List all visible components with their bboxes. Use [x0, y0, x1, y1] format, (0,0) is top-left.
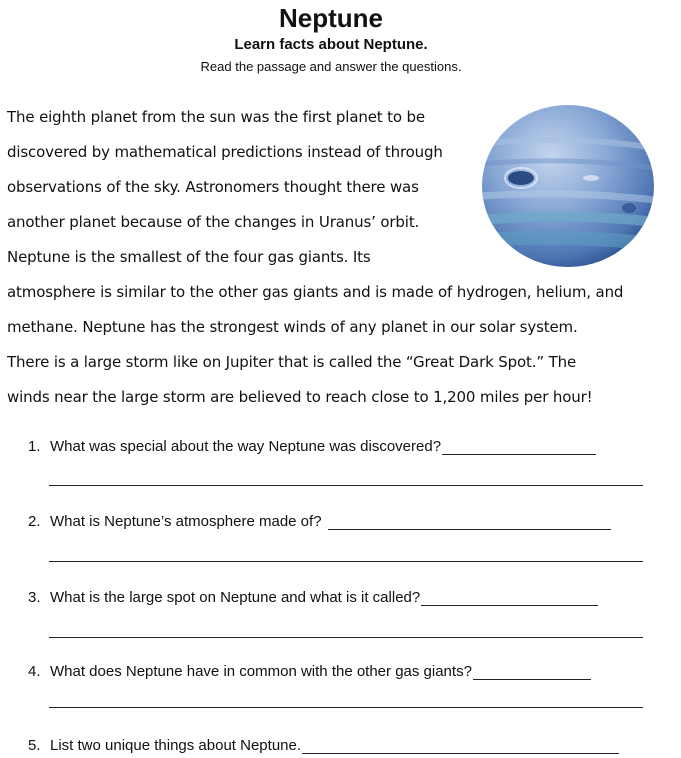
answer-blank[interactable]	[328, 513, 611, 530]
question-number: 4.	[28, 663, 41, 680]
passage-line: winds near the large storm are believed to reach close to 1,200 miles per hour!	[7, 388, 593, 406]
answer-line[interactable]	[49, 707, 643, 708]
question-number: 2.	[28, 513, 41, 530]
passage-line: There is a large storm like on Jupiter that is called the “Great Dark Spot.” The	[7, 353, 577, 371]
answer-blank[interactable]	[421, 589, 598, 606]
answer-blank[interactable]	[442, 438, 596, 455]
neptune-planet-image	[481, 104, 655, 268]
question-3	[28, 589, 598, 606]
passage-line: discovered by mathematical predictions instead of through	[7, 143, 443, 161]
answer-blank[interactable]	[302, 737, 619, 754]
instructions: Read the passage and answer the questions.	[200, 59, 462, 74]
question-text: What does Neptune have in common with the other gas giants?	[50, 663, 472, 680]
question-text: What is Neptune’s atmosphere made of?	[50, 513, 322, 530]
worksheet-title: Neptune	[279, 3, 383, 33]
question-text: What is the large spot on Neptune and what is it called?	[50, 589, 421, 606]
answer-line[interactable]	[49, 485, 643, 486]
question-5	[28, 737, 619, 754]
answer-line[interactable]	[49, 561, 643, 562]
question-2	[28, 513, 611, 530]
passage-line: atmosphere is similar to the other gas giants and is made of hydrogen, helium, and	[7, 283, 624, 301]
passage-line: methane. Neptune has the strongest winds of any planet in our solar system.	[7, 318, 578, 336]
question-number: 1.	[28, 438, 41, 455]
question-number: 5.	[28, 737, 41, 754]
worksheet-subtitle: Learn facts about Neptune.	[234, 36, 428, 53]
passage-line: The eighth planet from the sun was the first planet to be	[7, 108, 425, 126]
question-number: 3.	[28, 589, 41, 606]
question-text: List two unique things about Neptune.	[50, 737, 302, 754]
passage-line: Neptune is the smallest of the four gas giants. Its	[7, 248, 371, 266]
passage-line: another planet because of the changes in Uranus’ orbit.	[7, 213, 420, 231]
answer-blank[interactable]	[473, 663, 591, 680]
question-text: What was special about the way Neptune was discovered?	[50, 438, 442, 455]
question-1	[28, 438, 596, 455]
question-4	[28, 663, 591, 680]
passage-line: observations of the sky. Astronomers thought there was	[7, 178, 419, 196]
answer-line[interactable]	[49, 637, 643, 638]
